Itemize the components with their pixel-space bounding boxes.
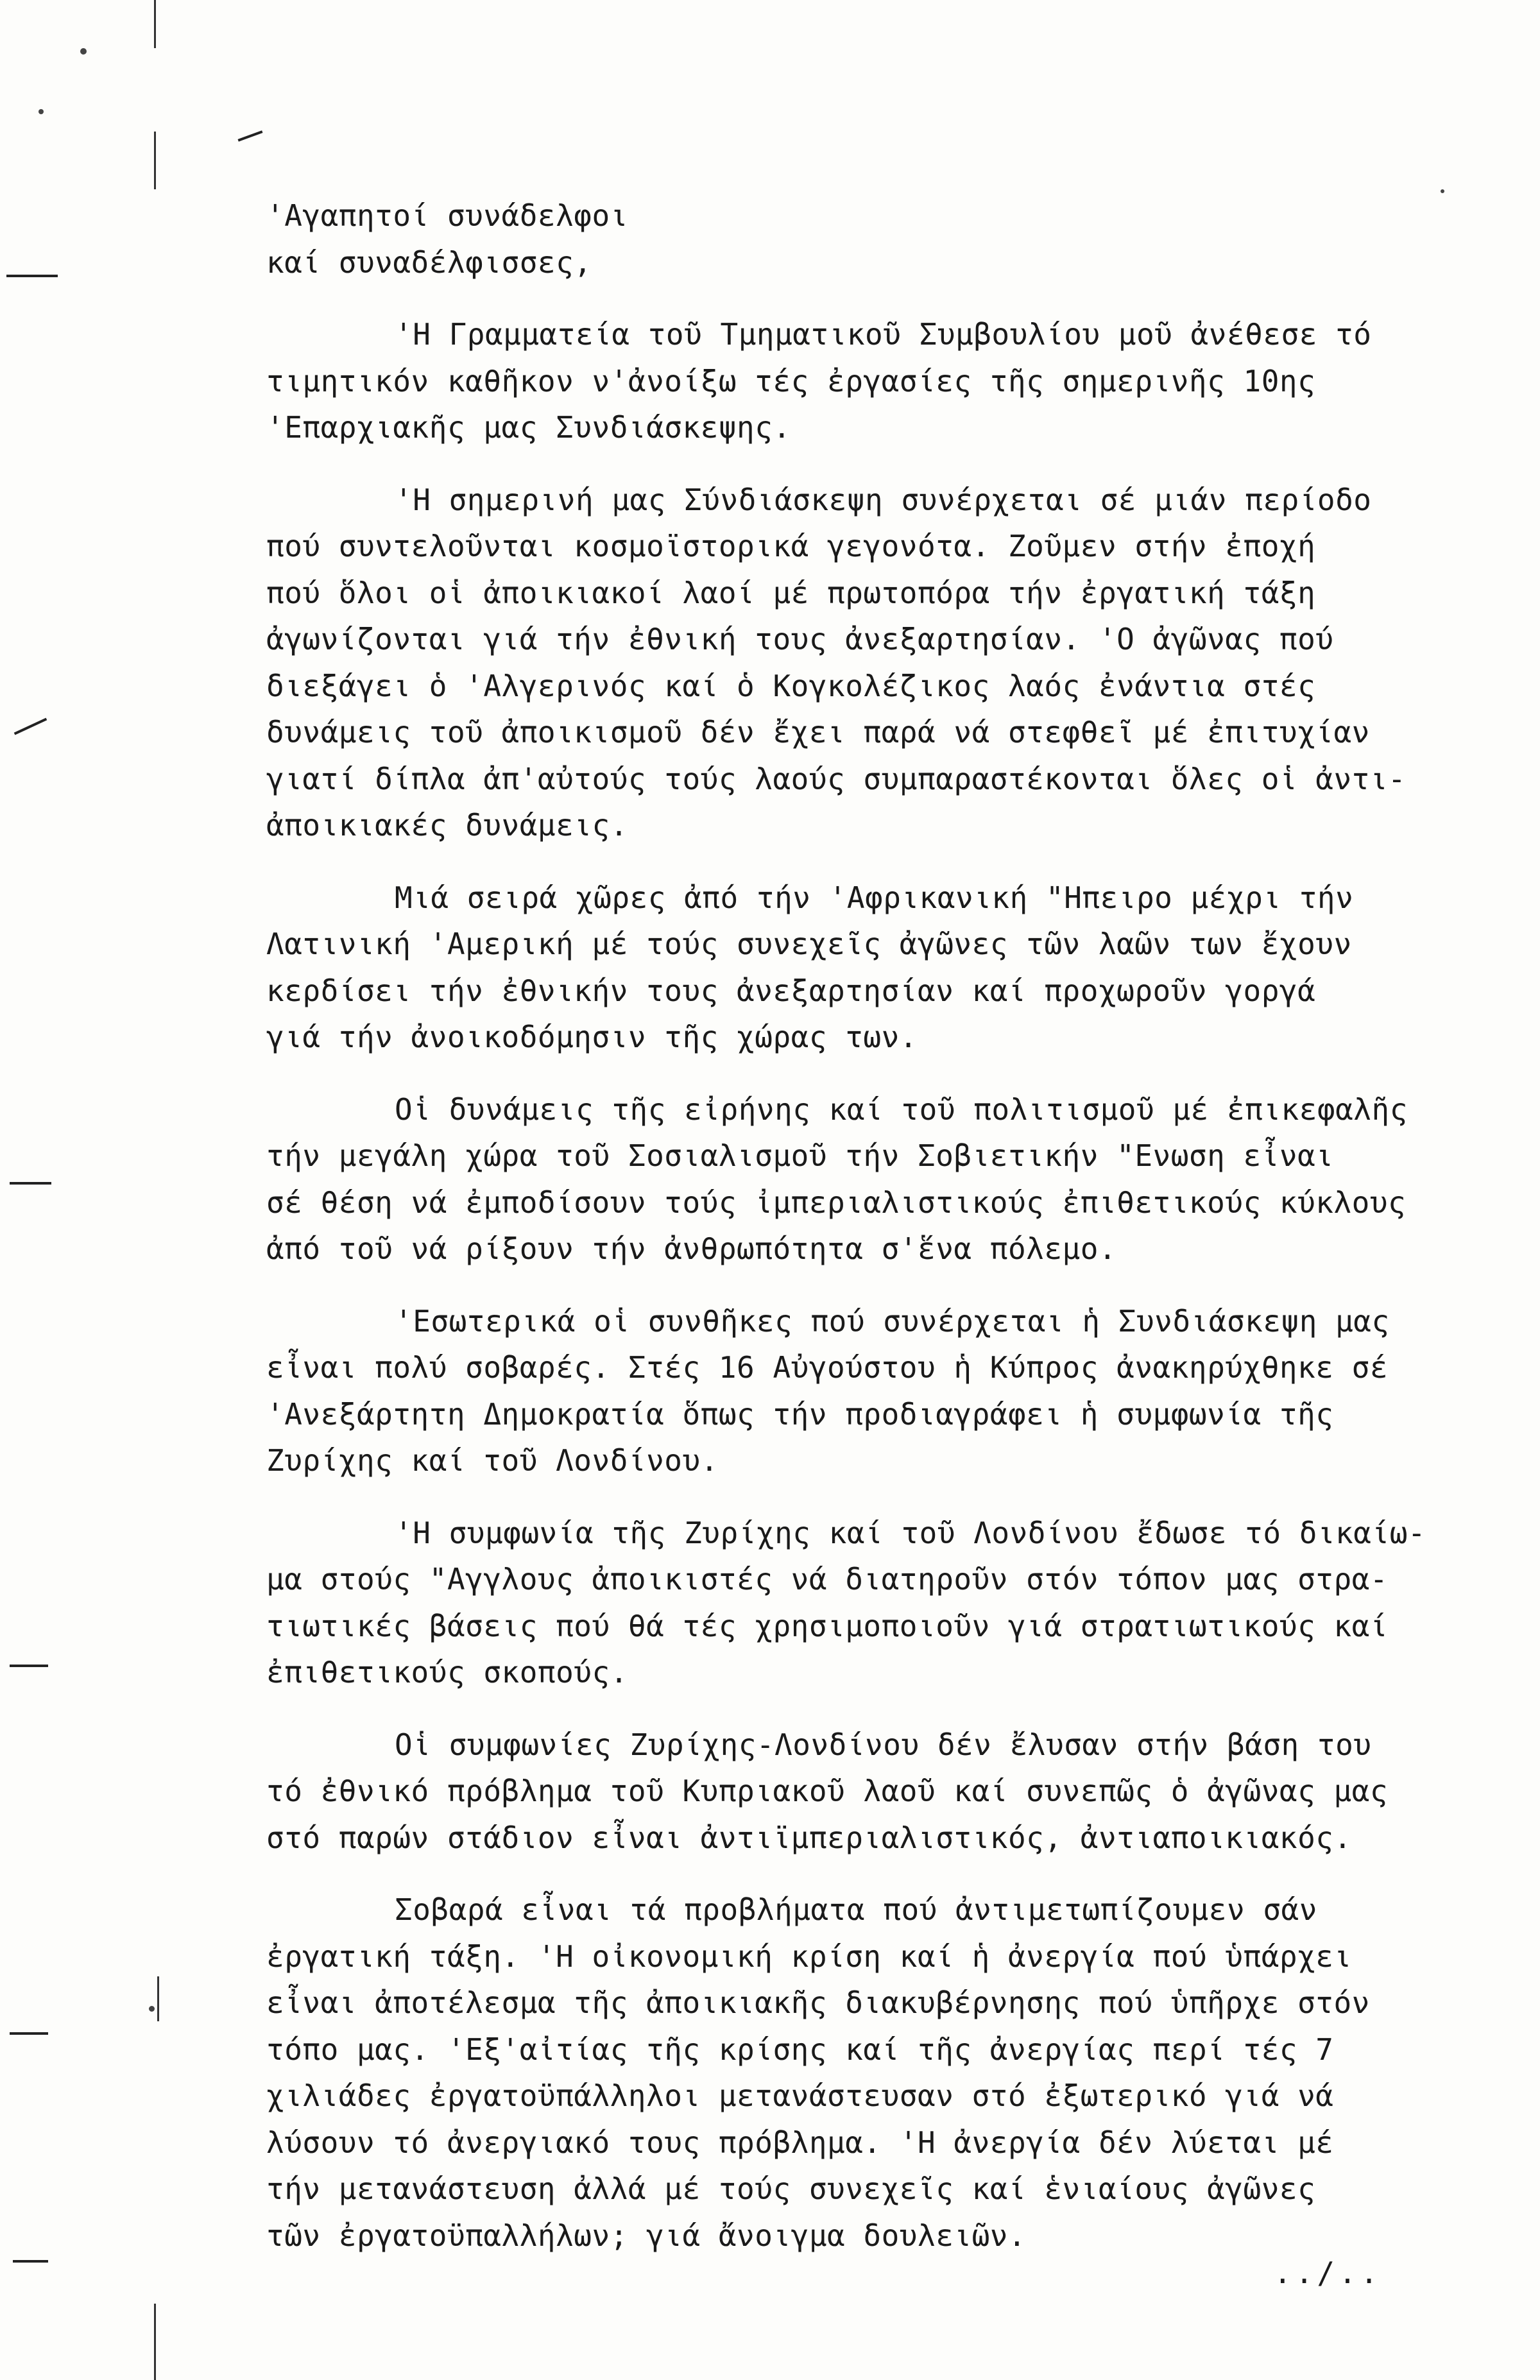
paragraph-line: τιωτικές βάσεις πού θά τές χρησιμοποιοῦν γιά στρατιωτικούς καί [266, 1608, 1389, 1643]
paragraph-line: πού ὅλοι οἱ ἀποικιακοί λαοί μέ πρωτοπόρα τήν ἐργατική τάξη [266, 575, 1316, 610]
paragraph-line: κερδίσει τήν ἐθνικήν τους ἀνεξαρτησίαν καί προχωροῦν γοργά [266, 973, 1316, 1008]
paragraph-line: σέ θέση νά ἐμποδίσουν τούς ἰμπεριαλιστικούς ἐπιθετικούς κύκλους [266, 1185, 1407, 1220]
paragraph-line: Μιά σειρά χῶρες ἀπό τήν 'Αφρικανική "Ηπειρο μέχρι τήν [395, 880, 1354, 915]
scan-speck [38, 109, 44, 114]
letter-body [266, 193, 1498, 2259]
margin-dash [10, 2032, 48, 2035]
paragraph-line: 'Επαρχιακῆς μας Συνδιάσκεψης. [266, 410, 791, 445]
paragraph-line: Οἱ δυνάμεις τῆς εἰρήνης καί τοῦ πολιτισμοῦ μέ ἐπικεφαλῆς [395, 1092, 1408, 1127]
paragraph-line: γιατί δίπλα ἀπ'αὐτούς τούς λαούς συμπαραστέκονται ὅλες οἱ ἀντι- [266, 761, 1407, 796]
paragraph-line: ἐπιθετικούς σκοπούς. [266, 1655, 628, 1690]
paragraph-line: Οἱ συμφωνίες Ζυρίχης-Λονδίνου δέν ἔλυσαν στήν βάση του [395, 1727, 1372, 1762]
margin-line-upper [154, 132, 156, 189]
paragraph-line: τιμητικόν καθῆκον ν'ἀνοίξω τές ἐργασίες τῆς σημερινῆς 10ης [266, 363, 1316, 398]
paragraph-line: 'Εσωτερικά οἱ συνθῆκες πού συνέρχεται ἡ Συνδιάσκεψη μας [395, 1303, 1390, 1339]
paragraph-line: ἀποικιακές δυνάμεις. [266, 808, 628, 843]
greeting-line: 'Αγαπητοί συνάδελφοι [266, 198, 628, 233]
margin-line-bottom [154, 2304, 156, 2380]
page-continuation-mark: ../.. [1274, 2256, 1382, 2290]
paragraph-line: δυνάμεις τοῦ ἀποικισμοῦ δέν ἔχει παρά νά στεφθεῖ μέ ἐπιτυχίαν [266, 715, 1370, 749]
margin-dash [10, 1665, 48, 1667]
paragraph-line: τήν μεγάλη χώρα τοῦ Σοσιαλισμοῦ τήν Σοβιετικήν "Ενωση εἶναι [266, 1138, 1334, 1173]
paragraph-line: 'Η συμφωνία τῆς Ζυρίχης καί τοῦ Λονδίνου ἔδωσε τό δικαίω- [395, 1515, 1426, 1550]
paragraph-line: εἶναι ἀποτέλεσμα τῆς ἀποικιακῆς διακυβέρνησης πού ὑπῆρχε στόν [266, 1985, 1370, 2020]
paragraph-line: ἐργατική τάξη. 'Η οἰκονομική κρίση καί ἡ ἀνεργία πού ὑπάρχει [266, 1939, 1352, 1974]
paragraph-line: Ζυρίχης καί τοῦ Λονδίνου. [266, 1443, 719, 1478]
paragraph-line: γιά τήν ἀνοικοδόμησιν τῆς χώρας των. [266, 1020, 918, 1054]
paragraph-line: στό παρών στάδιον εἶναι ἀντιϊμπεριαλιστικός, ἀντιαποικιακός. [266, 1820, 1352, 1855]
paragraph-line: 'Η σημερινή μας Σύνδιάσκεψη συνέρχεται σέ μιάν περίοδο [395, 482, 1372, 517]
paragraph-line: Σοβαρά εἶναι τά προβλήματα πού ἀντιμετωπίζουμεν σάν [395, 1892, 1317, 1927]
margin-dash [13, 2260, 48, 2263]
paragraph-line: 'Η Γραμματεία τοῦ Τμηματικοῦ Συμβουλίου μοῦ ἀνέθεσε τό [395, 317, 1372, 352]
scan-speck [80, 48, 87, 55]
scan-speck [149, 2006, 155, 2012]
margin-dash [10, 1182, 51, 1185]
paragraph-line: ἀπό τοῦ νά ρίξουν τήν ἀνθρωπότητα σ'ἕνα πόλεμο. [266, 1231, 1117, 1266]
margin-dash [6, 275, 58, 277]
paragraph-line: τῶν ἐργατοϋπαλλήλων; γιά ἄνοιγμα δουλειῶν. [266, 2218, 1027, 2253]
paragraph-line: ἀγωνίζονται γιά τήν ἐθνική τους ἀνεξαρτησίαν. 'Ο ἀγῶνας πού [266, 622, 1334, 656]
paragraph-line: τόπο μας. 'Εξ'αἰτίας τῆς κρίσης καί τῆς ἀνεργίας περί τές 7 [266, 2032, 1334, 2067]
paragraph-line: πού συντελοῦνται κοσμοϊστορικά γεγονότα. Ζοῦμεν στήν ἐποχή [266, 529, 1316, 563]
paragraph-line: λύσουν τό ἀνεργιακό τους πρόβλημα. 'Η ἀνεργία δέν λύεται μέ [266, 2125, 1334, 2160]
paragraph-line: τήν μετανάστευση ἀλλά μέ τούς συνεχεῖς καί ἑνιαίους ἀγῶνες [266, 2171, 1316, 2206]
paragraph-line: τό ἐθνικό πρόβλημα τοῦ Κυπριακοῦ λαοῦ καί συνεπῶς ὁ ἀγῶνας μας [266, 1774, 1389, 1808]
paragraph-line: χιλιάδες ἐργατοϋπάλληλοι μετανάστευσαν στό ἐξωτερικό γιά νά [266, 2078, 1334, 2113]
paragraph-line: Λατινική 'Αμερική μέ τούς συνεχεῖς ἀγῶνες τῶν λαῶν των ἔχουν [266, 927, 1352, 961]
paragraph-line: 'Ανεξάρτητη Δημοκρατία ὅπως τήν προδιαγράφει ἡ συμφωνία τῆς [266, 1396, 1334, 1432]
paragraph-line: διεξάγει ὁ 'Αλγερινός καί ὁ Κογκολέζικος λαός ἐνάντια στές [266, 668, 1316, 703]
margin-line-top [154, 0, 156, 48]
greeting-line: καί συναδέλφισσες, [266, 244, 592, 280]
margin-line-lower [157, 1976, 159, 2021]
margin-dash [14, 718, 47, 735]
margin-dash [238, 130, 263, 141]
paragraph-line: εἶναι πολύ σοβαρές. Στές 16 Αὐγούστου ἡ Κύπρος ἀνακηρύχθηκε σέ [266, 1350, 1389, 1385]
paragraph-line: μα στούς "Αγγλους ἀποικιστές νά διατηροῦν στόν τόπον μας στρα- [266, 1562, 1389, 1597]
